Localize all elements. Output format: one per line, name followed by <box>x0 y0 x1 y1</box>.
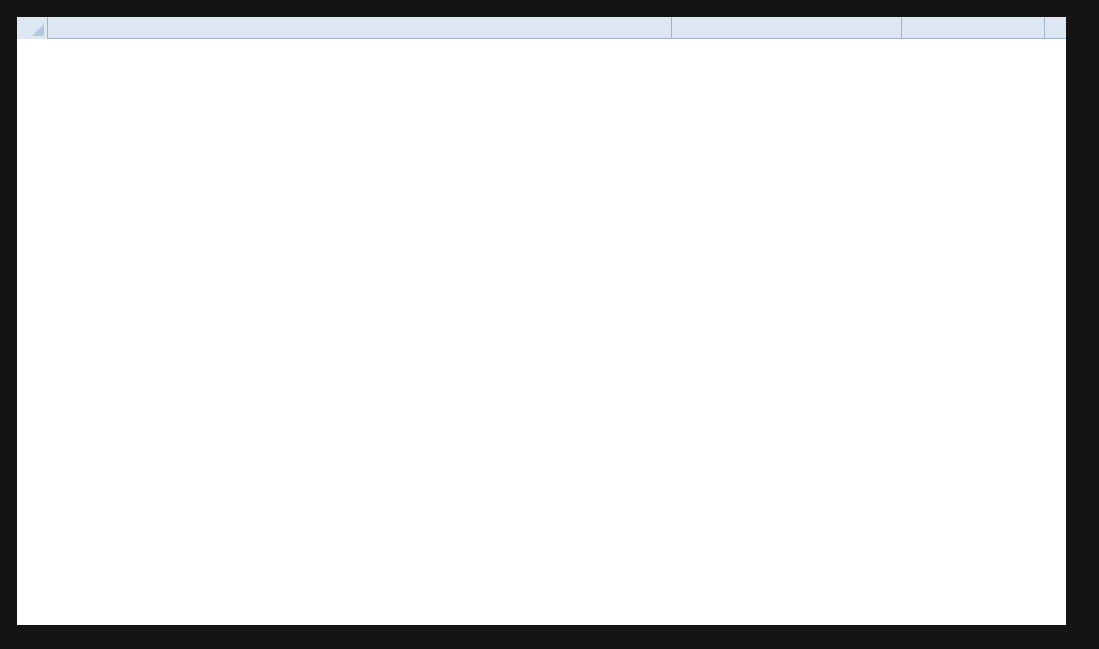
select-all-triangle-icon <box>32 24 44 36</box>
column-header-bar <box>17 17 1066 39</box>
column-header-b[interactable] <box>672 17 902 39</box>
select-all-corner[interactable] <box>17 17 48 39</box>
column-header-a[interactable] <box>48 17 672 39</box>
spreadsheet-grid[interactable] <box>17 17 1066 625</box>
column-header-c[interactable] <box>902 17 1045 39</box>
